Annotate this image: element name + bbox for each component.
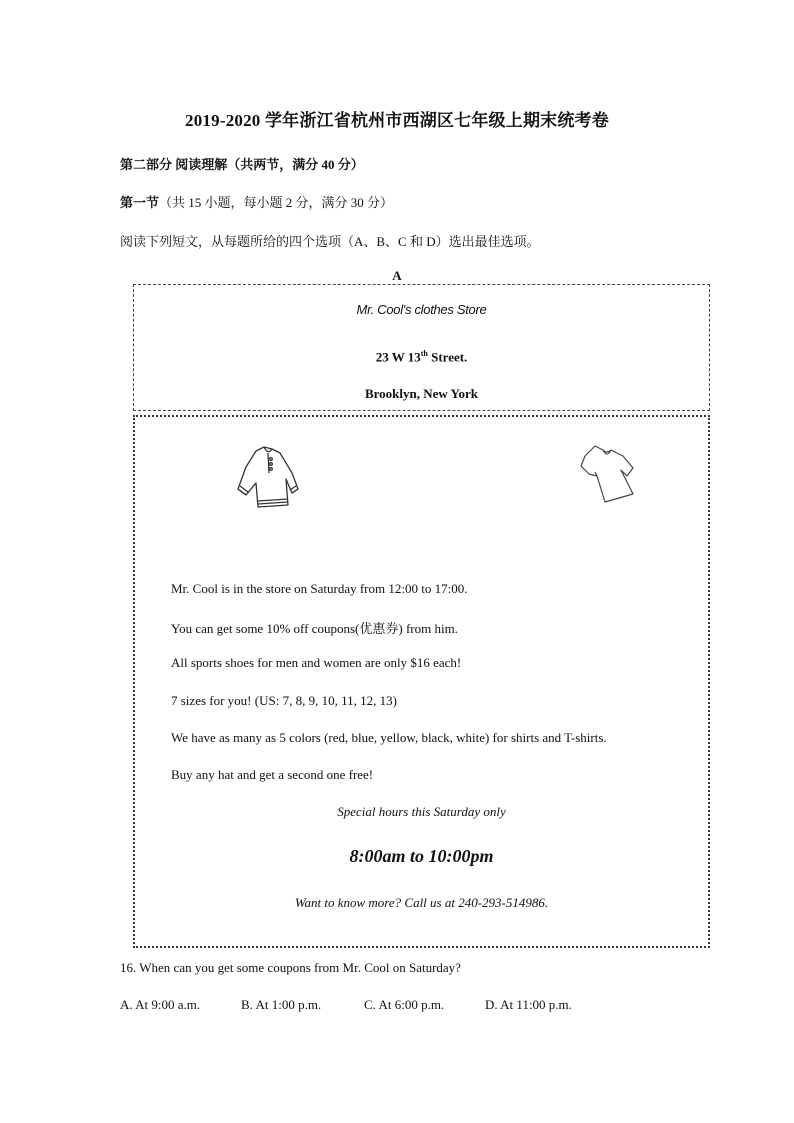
tshirt-icon — [577, 442, 641, 506]
subsection-heading-rest: （共 15 小题，每小题 2 分，满分 30 分） — [159, 195, 394, 210]
special-hours-label: Special hours this Saturday only — [337, 804, 506, 819]
exam-title: 2019-2020 学年浙江省杭州市西湖区七年级上期末统考卷 — [185, 111, 609, 130]
contact-line: Want to know more? Call us at 240-293-514986. — [294, 895, 549, 910]
ad-line: Mr. Cool is in the store on Saturday from 12:00 to 17:00. — [171, 581, 468, 596]
special-hours: 8:00am to 10:00pm — [349, 846, 494, 866]
question-text: 16. When can you get some coupons from Mr. Cool on Saturday? — [120, 960, 461, 975]
option-b: B. At 1:00 p.m. — [241, 997, 322, 1012]
ad-line: Buy any hat and get a second one free! — [171, 767, 374, 782]
address-number: 23 W 13 — [375, 349, 421, 365]
subsection-heading-bold: 第一节 — [120, 195, 160, 210]
ad-line: 7 sizes for you! (US: 7, 8, 9, 10, 11, 12, 13) — [171, 693, 397, 708]
option-c: C. At 6:00 p.m. — [364, 997, 445, 1012]
address-suffix: th — [420, 349, 428, 358]
address-street: Street. — [427, 349, 468, 365]
ad-line: You can get some 10% off coupons(优惠券) from him. — [171, 621, 458, 636]
store-name: Mr. Cool's clothes Store — [356, 302, 487, 317]
instruction: 阅读下列短文，从每题所给的四个选项（A、B、C 和 D）选出最佳选项。 — [120, 234, 540, 249]
option-a: A. At 9:00 a.m. — [120, 997, 201, 1012]
ad-line: We have as many as 5 colors (red, blue, yellow, black, white) for shirts and T-shirts. — [171, 730, 607, 745]
option-d: D. At 11:00 p.m. — [485, 997, 572, 1012]
section-heading: 第二部分 阅读理解（共两节，满分 40 分） — [120, 157, 364, 172]
subsection-heading — [120, 192, 393, 211]
store-address — [133, 349, 710, 365]
sweater-icon — [232, 443, 302, 511]
ad-line: All sports shoes for men and women are only $16 each! — [171, 655, 462, 670]
passage-label: A — [392, 268, 402, 283]
store-city: Brooklyn, New York — [364, 386, 479, 401]
